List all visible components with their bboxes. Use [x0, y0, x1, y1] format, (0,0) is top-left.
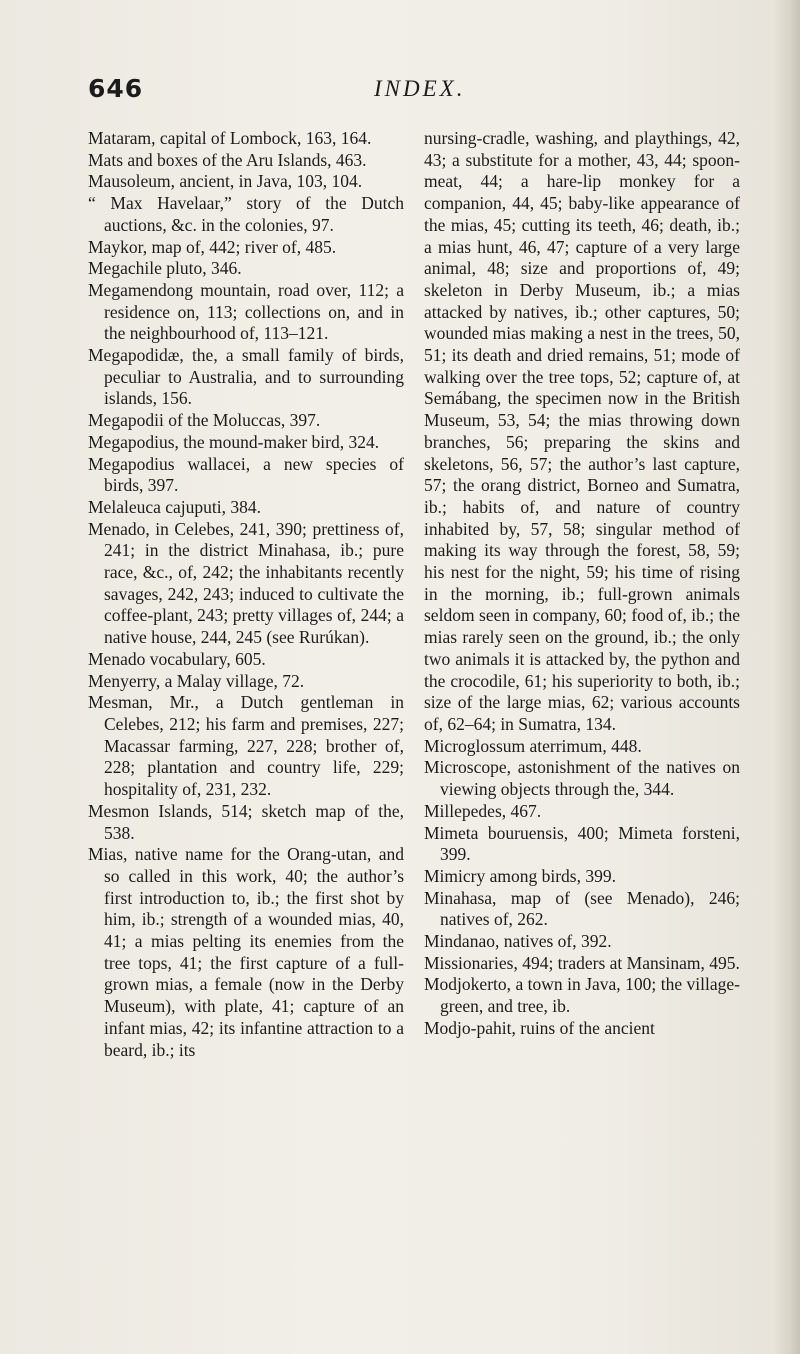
index-entry: Mimeta bouruensis, 400; Mimeta forsteni, 399.: [424, 822, 740, 865]
index-entry: Microglossum aterrimum, 448.: [424, 735, 642, 756]
index-column-left: [88, 128, 404, 1061]
index-entry: Mesman, Mr., a Dutch gentleman in Celebes, 212; his farm and premises, 227; Macassar farming, 227, 228; brother of, 228; plantation and country life, 229; hospitality of, 231, 232.: [88, 692, 404, 800]
index-entry: Menyerry, a Malay village, 72.: [88, 670, 305, 691]
index-entry: Mats and boxes of the Aru Islands, 463.: [88, 149, 367, 170]
index-entry: Mataram, capital of Lombock, 163, 164.: [88, 128, 372, 148]
index-entry: Mausoleum, ancient, in Java, 103, 104.: [88, 171, 363, 192]
index-entry: Millepedes, 467.: [424, 800, 542, 821]
index-entry: Modjo-pahit, ruins of the ancient: [424, 1017, 655, 1038]
index-entry: Megachile pluto, 346.: [88, 258, 242, 279]
index-entry: Mimicry among birds, 399.: [424, 865, 616, 886]
index-entry: Megapodidæ, the, a small family of birds, peculiar to Australia, and to surrounding islands, 156.: [88, 345, 404, 409]
page-edge-shadow: [774, 0, 800, 1354]
index-entry: Melaleuca cajuputi, 384.: [88, 496, 261, 517]
index-entry-continued: nursing-cradle, washing, and playthings, 42, 43; a substitute for a mother, 43, 44; spoon-meat, 44; a hare-lip monkey for a companion, 44, 45; baby-like appearance of the mias, 45; cutting its teeth, 46; death, ib.; a mias hunt, 46, 47; capture of a very large animal, 48; size and proportions of, 49; skeleton in Derby Museum, ib.; a mias attacked by natives, ib.; other captures, 50; wounded mias making a nest in the trees, 50, 51; its death and dried remains, 51; mode of walking over the tree tops, 52; capture of, at Semábang, the specimen now in the British Museum, 53, 54; the mias throwing down branches, 56; preparing the skins and skeletons, 56, 57; the author’s last capture, 57; the orang district, Borneo and Sumatra, ib.; habits of, and nature of country inhabited by, 57, 58; singular method of making its way through the forest, 58, 59; his nest for the night, 59; his time of rising in the morning, ib.; full-grown animals seldom seen in company, 60; food of, ib.; the mias rarely seen on the ground, ib.; the only two animals it is attacked by, the python and the crocodile, 61; his superiority to both, ib.; size of the large mias, 62; various accounts of, 62–64; in Sumatra, 134.: [424, 128, 740, 734]
index-entry: “ Max Havelaar,” story of the Dutch auctions, &c. in the colonies, 97.: [88, 193, 404, 235]
index-entry: Microscope, astonishment of the natives on viewing objects through the, 344.: [424, 757, 740, 800]
page-header: [88, 74, 728, 108]
index-entry: Megamendong mountain, road over, 112; a residence on, 113; collections on, and in the neighbourhood of, 113–121.: [88, 279, 404, 344]
running-head: INDEX.: [374, 76, 466, 101]
index-entry: Menado, in Celebes, 241, 390; prettiness of, 241; in the district Minahasa, ib.; pure race, &c., of, 242; the inhabitants recently savages, 242, 243; induced to cultivate the coffee-plant, 243; pretty villages of, 244; a native house, 244, 245 (see Rurúkan).: [88, 518, 404, 648]
index-entry: Modjokerto, a town in Java, 100; the village-green, and tree, ib.: [424, 974, 740, 1017]
index-entry: Maykor, map of, 442; river of, 485.: [88, 236, 337, 257]
page-number: 646: [88, 74, 144, 103]
index-entry: Megapodius, the mound-maker bird, 324.: [88, 431, 380, 452]
index-entry: Missionaries, 494; traders at Mansinam, 495.: [424, 952, 740, 973]
index-entry: Minahasa, map of (see Menado), 246; natives of, 262.: [424, 887, 740, 930]
index-column-right: [424, 128, 740, 1040]
index-entry: Megapodius wallacei, a new species of birds, 397.: [88, 453, 404, 496]
index-entry: Mias, native name for the Orang-utan, and so called in this work, 40; the author’s first introduction to, ib.; the first shot by him, ib.; strength of a wounded mias, 40, 41; a mias pelting its enemies from the tree tops, 41; the first capture of a full-grown mias, a female (now in the Derby Museum), with plate, 41; capture of an infant mias, 42; its infantine attraction to a beard, ib.; its: [88, 844, 404, 1060]
index-entry: Menado vocabulary, 605.: [88, 648, 266, 669]
index-entry: Mindanao, natives of, 392.: [424, 931, 612, 952]
index-entry: Mesmon Islands, 514; sketch map of the, 538.: [88, 800, 404, 843]
index-entry: Megapodii of the Moluccas, 397.: [88, 410, 321, 431]
